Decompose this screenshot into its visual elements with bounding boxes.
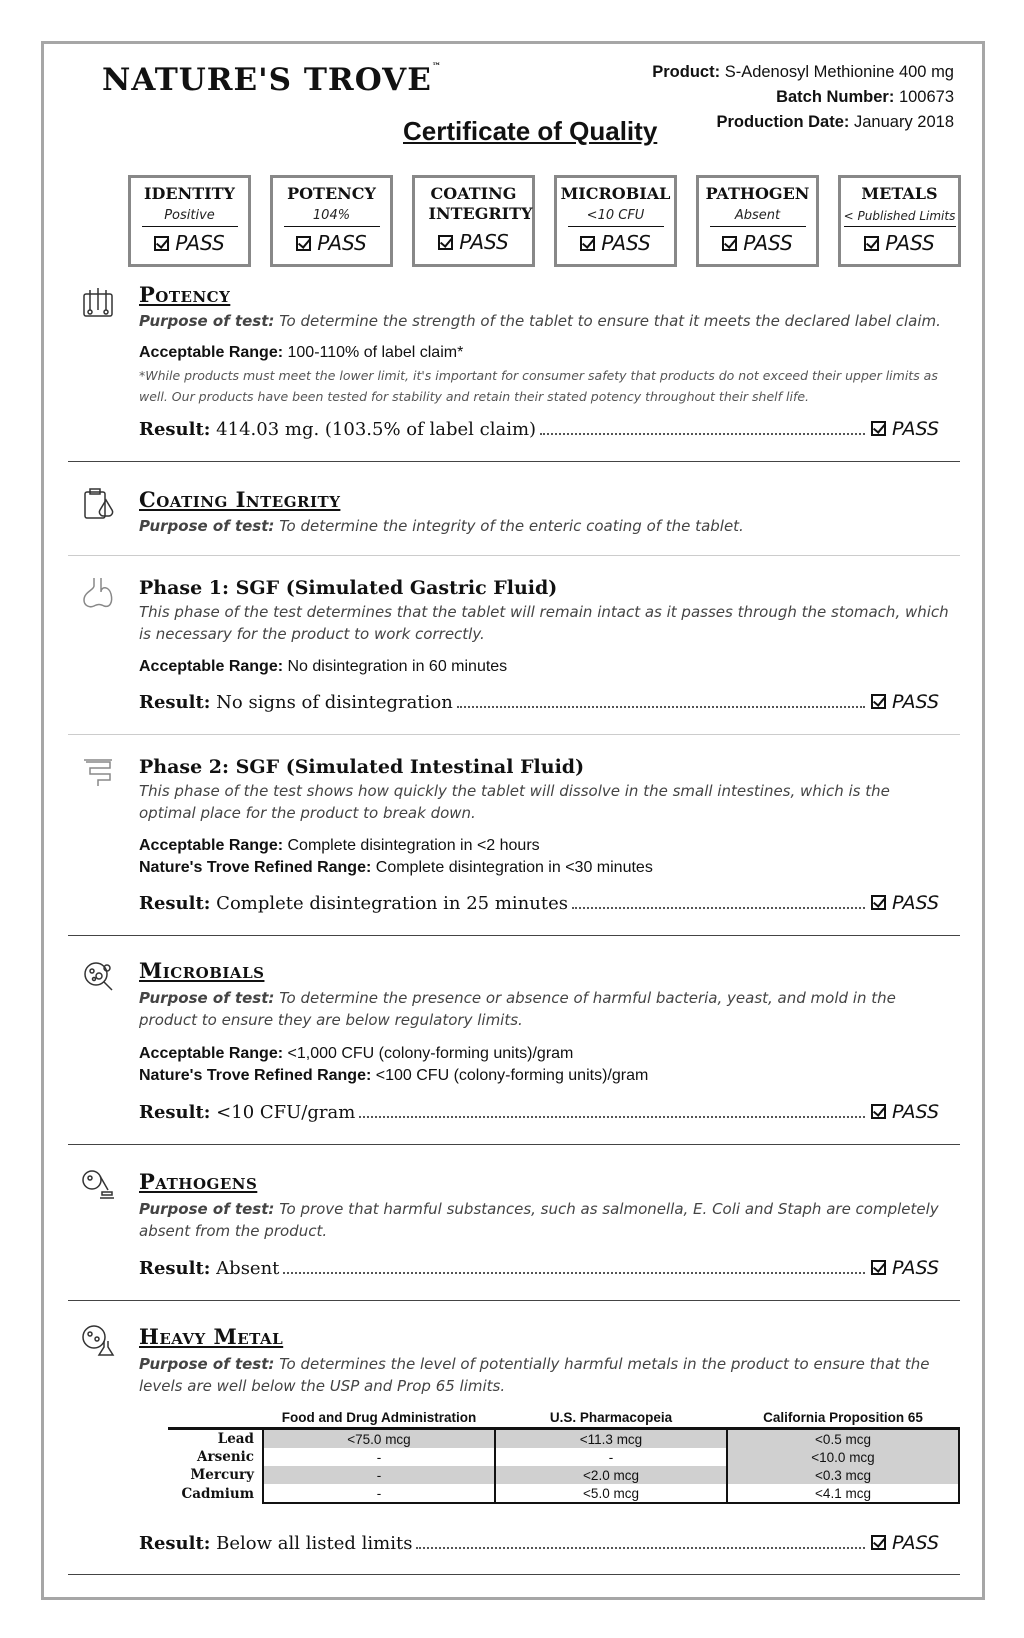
product-label: Product: xyxy=(652,63,721,81)
date-value: January 2018 xyxy=(854,113,954,131)
potency-heading: Potency xyxy=(139,282,231,307)
column-header: U.S. Pharmacopeia xyxy=(495,1408,727,1429)
coating-purpose: Purpose of test: To determine the integrity of the enteric coating of the tablet. xyxy=(139,517,744,535)
pathogens-purpose: Purpose of test: To prove that harmful substances, such as salmonella, E. Coli and Staph are completely absent from the product. xyxy=(139,1200,939,1240)
potency-note: *While products must meet the lower limit, it's important for consumer safety that products do not exceed their upper limits as well. Our products have been tested for stability and retain their stated potency throughout their shelf life. xyxy=(139,368,938,404)
phase2-range: Acceptable Range: Complete disintegration in <2 hours xyxy=(139,837,540,854)
divider xyxy=(68,1300,960,1301)
microscope-icon xyxy=(80,1168,116,1204)
intestine-icon xyxy=(80,754,116,790)
lab-tubes-icon xyxy=(80,284,116,320)
stomach-icon xyxy=(80,575,116,611)
checkbox-icon xyxy=(871,1260,886,1275)
metal-result: Result: Below all listed limits PASS xyxy=(139,1532,939,1554)
checkbox-icon xyxy=(438,235,453,250)
table-header-row xyxy=(168,1408,959,1429)
microbials-range: Acceptable Range: <1,000 CFU (colony-forming units)/gram xyxy=(139,1045,574,1062)
phase2-desc: This phase of the test shows how quickly the tablet will dissolve in the small intestines, which is the optimal place for the product to break down. xyxy=(139,782,890,822)
summary-microbial: MICROBIAL <10 CFU PASS xyxy=(554,175,677,267)
phase2-result: Result: Complete disintegration in 25 minutes PASS xyxy=(139,892,939,914)
table-row: Mercury - <2.0 mcg <0.3 mcg xyxy=(168,1466,959,1484)
product-info xyxy=(652,60,954,135)
column-header: Food and Drug Administration xyxy=(263,1408,495,1429)
checkbox-icon xyxy=(871,694,886,709)
summary-potency: POTENCY 104% PASS xyxy=(270,175,393,267)
coating-heading: Coating Integrity xyxy=(139,487,341,512)
table-row: Cadmium - <5.0 mcg <4.1 mcg xyxy=(168,1484,959,1503)
table-row: Lead <75.0 mcg <11.3 mcg <0.5 mcg xyxy=(168,1429,959,1449)
checkbox-icon xyxy=(871,421,886,436)
metal-purpose: Purpose of test: To determines the level of potentially harmful metals in the product to ensure that the levels are well below the USP and Prop 65 limits. xyxy=(139,1355,930,1395)
divider xyxy=(68,461,960,462)
checkbox-icon xyxy=(154,236,169,251)
phase2-heading: Phase 2: SGF (Simulated Intestinal Fluid) xyxy=(139,756,585,778)
summary-pathogen: PATHOGEN Absent PASS xyxy=(696,175,819,267)
microbe-icon xyxy=(80,958,116,994)
potency-purpose: Purpose of test: To determine the strength of the tablet to ensure that it meets the declared label claim. xyxy=(139,312,941,330)
potency-result: Result: 414.03 mg. (103.5% of label claim) PASS xyxy=(139,418,939,440)
checkbox-icon xyxy=(871,895,886,910)
column-header: California Proposition 65 xyxy=(727,1408,959,1429)
checkbox-icon xyxy=(580,236,595,251)
divider xyxy=(68,935,960,936)
summary-identity: IDENTITY Positive PASS xyxy=(128,175,251,267)
brand-logo: NATURE'S TROVE™ xyxy=(102,62,442,98)
batch-label: Batch Number: xyxy=(776,88,895,106)
pathogens-heading: Pathogens xyxy=(139,1169,258,1194)
pathogens-result: Result: Absent PASS xyxy=(139,1257,939,1279)
divider xyxy=(68,1574,960,1575)
summary-metals: METALS < Published Limits PASS xyxy=(838,175,961,267)
checkbox-icon xyxy=(296,236,311,251)
divider xyxy=(68,555,960,556)
summary-coating: COATING INTEGRITY PASS xyxy=(412,175,535,267)
table-row: Arsenic - - <10.0 mcg xyxy=(168,1448,959,1466)
metals-table xyxy=(168,1408,960,1504)
metal-heading: Heavy Metal xyxy=(139,1324,284,1349)
batch-value: 100673 xyxy=(898,88,954,106)
phase1-desc: This phase of the test determines that the tablet will remain intact as it passes through the stomach, which is necessary for the product to work correctly. xyxy=(139,603,949,643)
checkbox-icon xyxy=(871,1104,886,1119)
microbials-result: Result: <10 CFU/gram PASS xyxy=(139,1101,939,1123)
summary-boxes xyxy=(128,175,962,269)
checkbox-icon xyxy=(722,236,737,251)
phase1-heading: Phase 1: SGF (Simulated Gastric Fluid) xyxy=(139,577,558,599)
potency-range: Acceptable Range: 100-110% of label claim* xyxy=(139,344,464,361)
microbials-heading: Microbials xyxy=(139,958,265,983)
divider xyxy=(68,734,960,735)
divider xyxy=(68,1144,960,1145)
checkbox-icon xyxy=(864,236,879,251)
checkbox-icon xyxy=(871,1535,886,1550)
page-title: Certificate of Quality xyxy=(403,116,658,146)
product-value: S-Adenosyl Methionine 400 mg xyxy=(724,63,954,81)
petri-flask-icon xyxy=(80,1323,116,1359)
clipboard-icon xyxy=(80,486,116,522)
phase1-range: Acceptable Range: No disintegration in 60 minutes xyxy=(139,658,508,675)
date-label: Production Date: xyxy=(716,113,850,131)
microbials-purpose: Purpose of test: To determine the presence or absence of harmful bacteria, yeast, and mold in the product to ensure they are below regulatory limits. xyxy=(139,989,896,1029)
phase2-refined: Nature's Trove Refined Range: Complete disintegration in <30 minutes xyxy=(139,859,653,876)
phase1-result: Result: No signs of disintegration PASS xyxy=(139,691,939,713)
microbials-refined: Nature's Trove Refined Range: <100 CFU (colony-forming units)/gram xyxy=(139,1067,649,1084)
